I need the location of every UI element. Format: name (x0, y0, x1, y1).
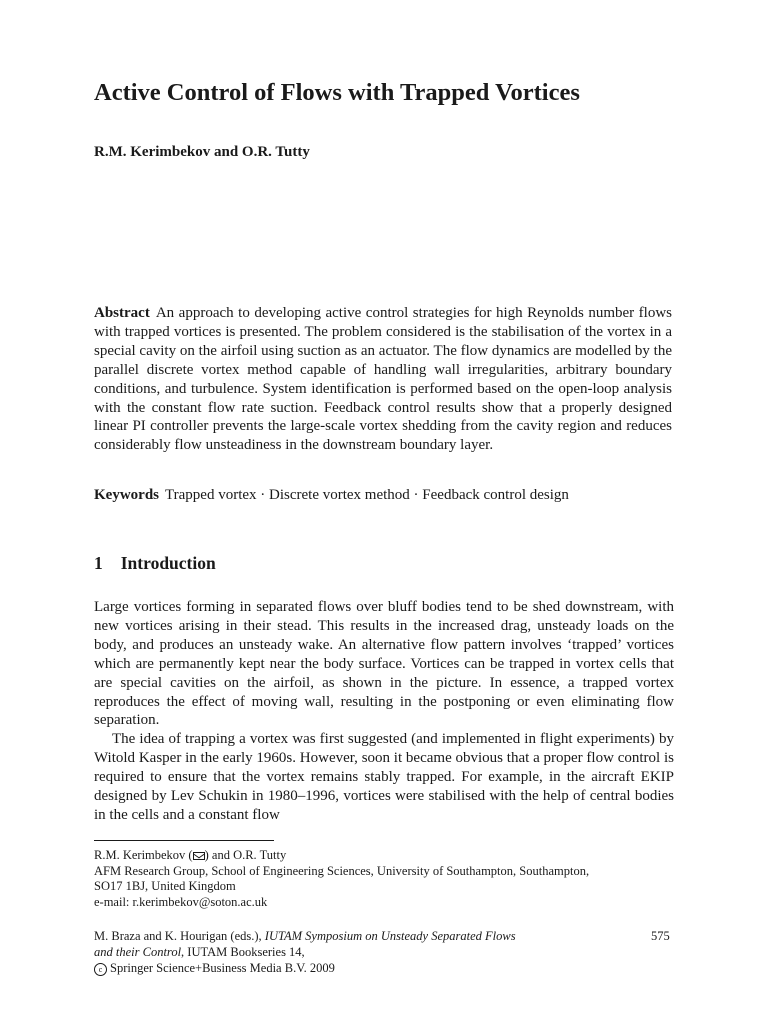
affiliation-line: SO17 1BJ, United Kingdom (94, 879, 236, 893)
affiliation-line: AFM Research Group, School of Engineering Sciences, University of Southampton, Southampton, (94, 863, 590, 878)
citation-book-title: IUTAM Symposium on Unsteady Separated Flows (264, 929, 516, 943)
section-title: Introduction (120, 553, 216, 573)
citation-publisher: Springer Science+Business Media B.V. 2009 (110, 960, 335, 975)
citation-editors: M. Braza and K. Hourigan (eds.), (94, 929, 262, 943)
section-heading (94, 552, 216, 574)
corresponding-author-line (94, 848, 684, 864)
copyright-icon: c (94, 963, 107, 976)
introduction-body (94, 598, 674, 825)
book-citation (94, 929, 614, 976)
paragraph: Large vortices forming in separated flows over bluff bodies tend to be shed downstream, with new vortices arising in their stead. This results in the increased drag, unsteady loads on the body, and produces an unsteady wake. An alternative flow pattern involves ‘trapped’ vortices which are permanently kept near the body surface. Vortices can be trapped in vortex cells that are special cavities on the airfoil, as shown in the picture. In essence, a trapped vortex reproduces the effect of moving wall, resulting in the postponing or even eliminating flow separation. (94, 599, 674, 729)
paragraph: The idea of trapping a vortex was first suggested (and implemented in flight experiments) by Witold Kasper in the early 1960s. However, soon it became obvious that a proper flow control is required to ensure that the vortex remains stably trapped. For example, in the aircraft EKIP designed by Lev Schukin in 1980–1996, vortices were stabilised with the help of central bodies in the cells and a constant flow (94, 731, 674, 823)
envelope-icon (193, 852, 205, 860)
abstract (94, 304, 672, 455)
footnote-divider (94, 840, 274, 841)
author-line-suffix: ) and O.R. Tutty (204, 848, 287, 862)
author-footnote (94, 848, 684, 910)
citation-line (94, 945, 614, 961)
author-list: R.M. Kerimbekov and O.R. Tutty (94, 144, 310, 160)
keywords-label: Keywords (94, 487, 159, 503)
citation-line (94, 929, 614, 945)
citation-series: , IUTAM Bookseries 14, (181, 944, 305, 959)
keywords (94, 486, 672, 505)
abstract-label: Abstract (94, 305, 150, 321)
author-line-prefix: R.M. Kerimbekov ( (94, 848, 193, 862)
section-number: 1 (94, 553, 103, 573)
keywords-text: Trapped vortex · Discrete vortex method · Feedback control design (165, 487, 569, 503)
abstract-text: An approach to developing active control strategies for high Reynolds number flows with trapped vortices is presented. The problem considered is the stabilisation of the vortex in a special cavity on the airfoil using suction as an actuator. The flow dynamics are modelled by the parallel discrete vortex method capable of handling wall irregularities, arbitrary boundary conditions, and turbulence. System identification is performed based on the open-loop analysis with the constant flow rate suction. Feedback control results show that a properly designed linear PI controller prevents the large-scale vortex shedding from the cavity region and reduces considerably flow unsteadiness in the downstream boundary layer. (94, 305, 672, 454)
paper-title: Active Control of Flows with Trapped Vortices (94, 79, 580, 106)
citation-line (94, 961, 614, 977)
citation-book-title-cont: and their Control (94, 944, 182, 959)
page-number: 575 (651, 929, 670, 943)
email-line[interactable]: e-mail: r.kerimbekov@soton.ac.uk (94, 894, 268, 909)
